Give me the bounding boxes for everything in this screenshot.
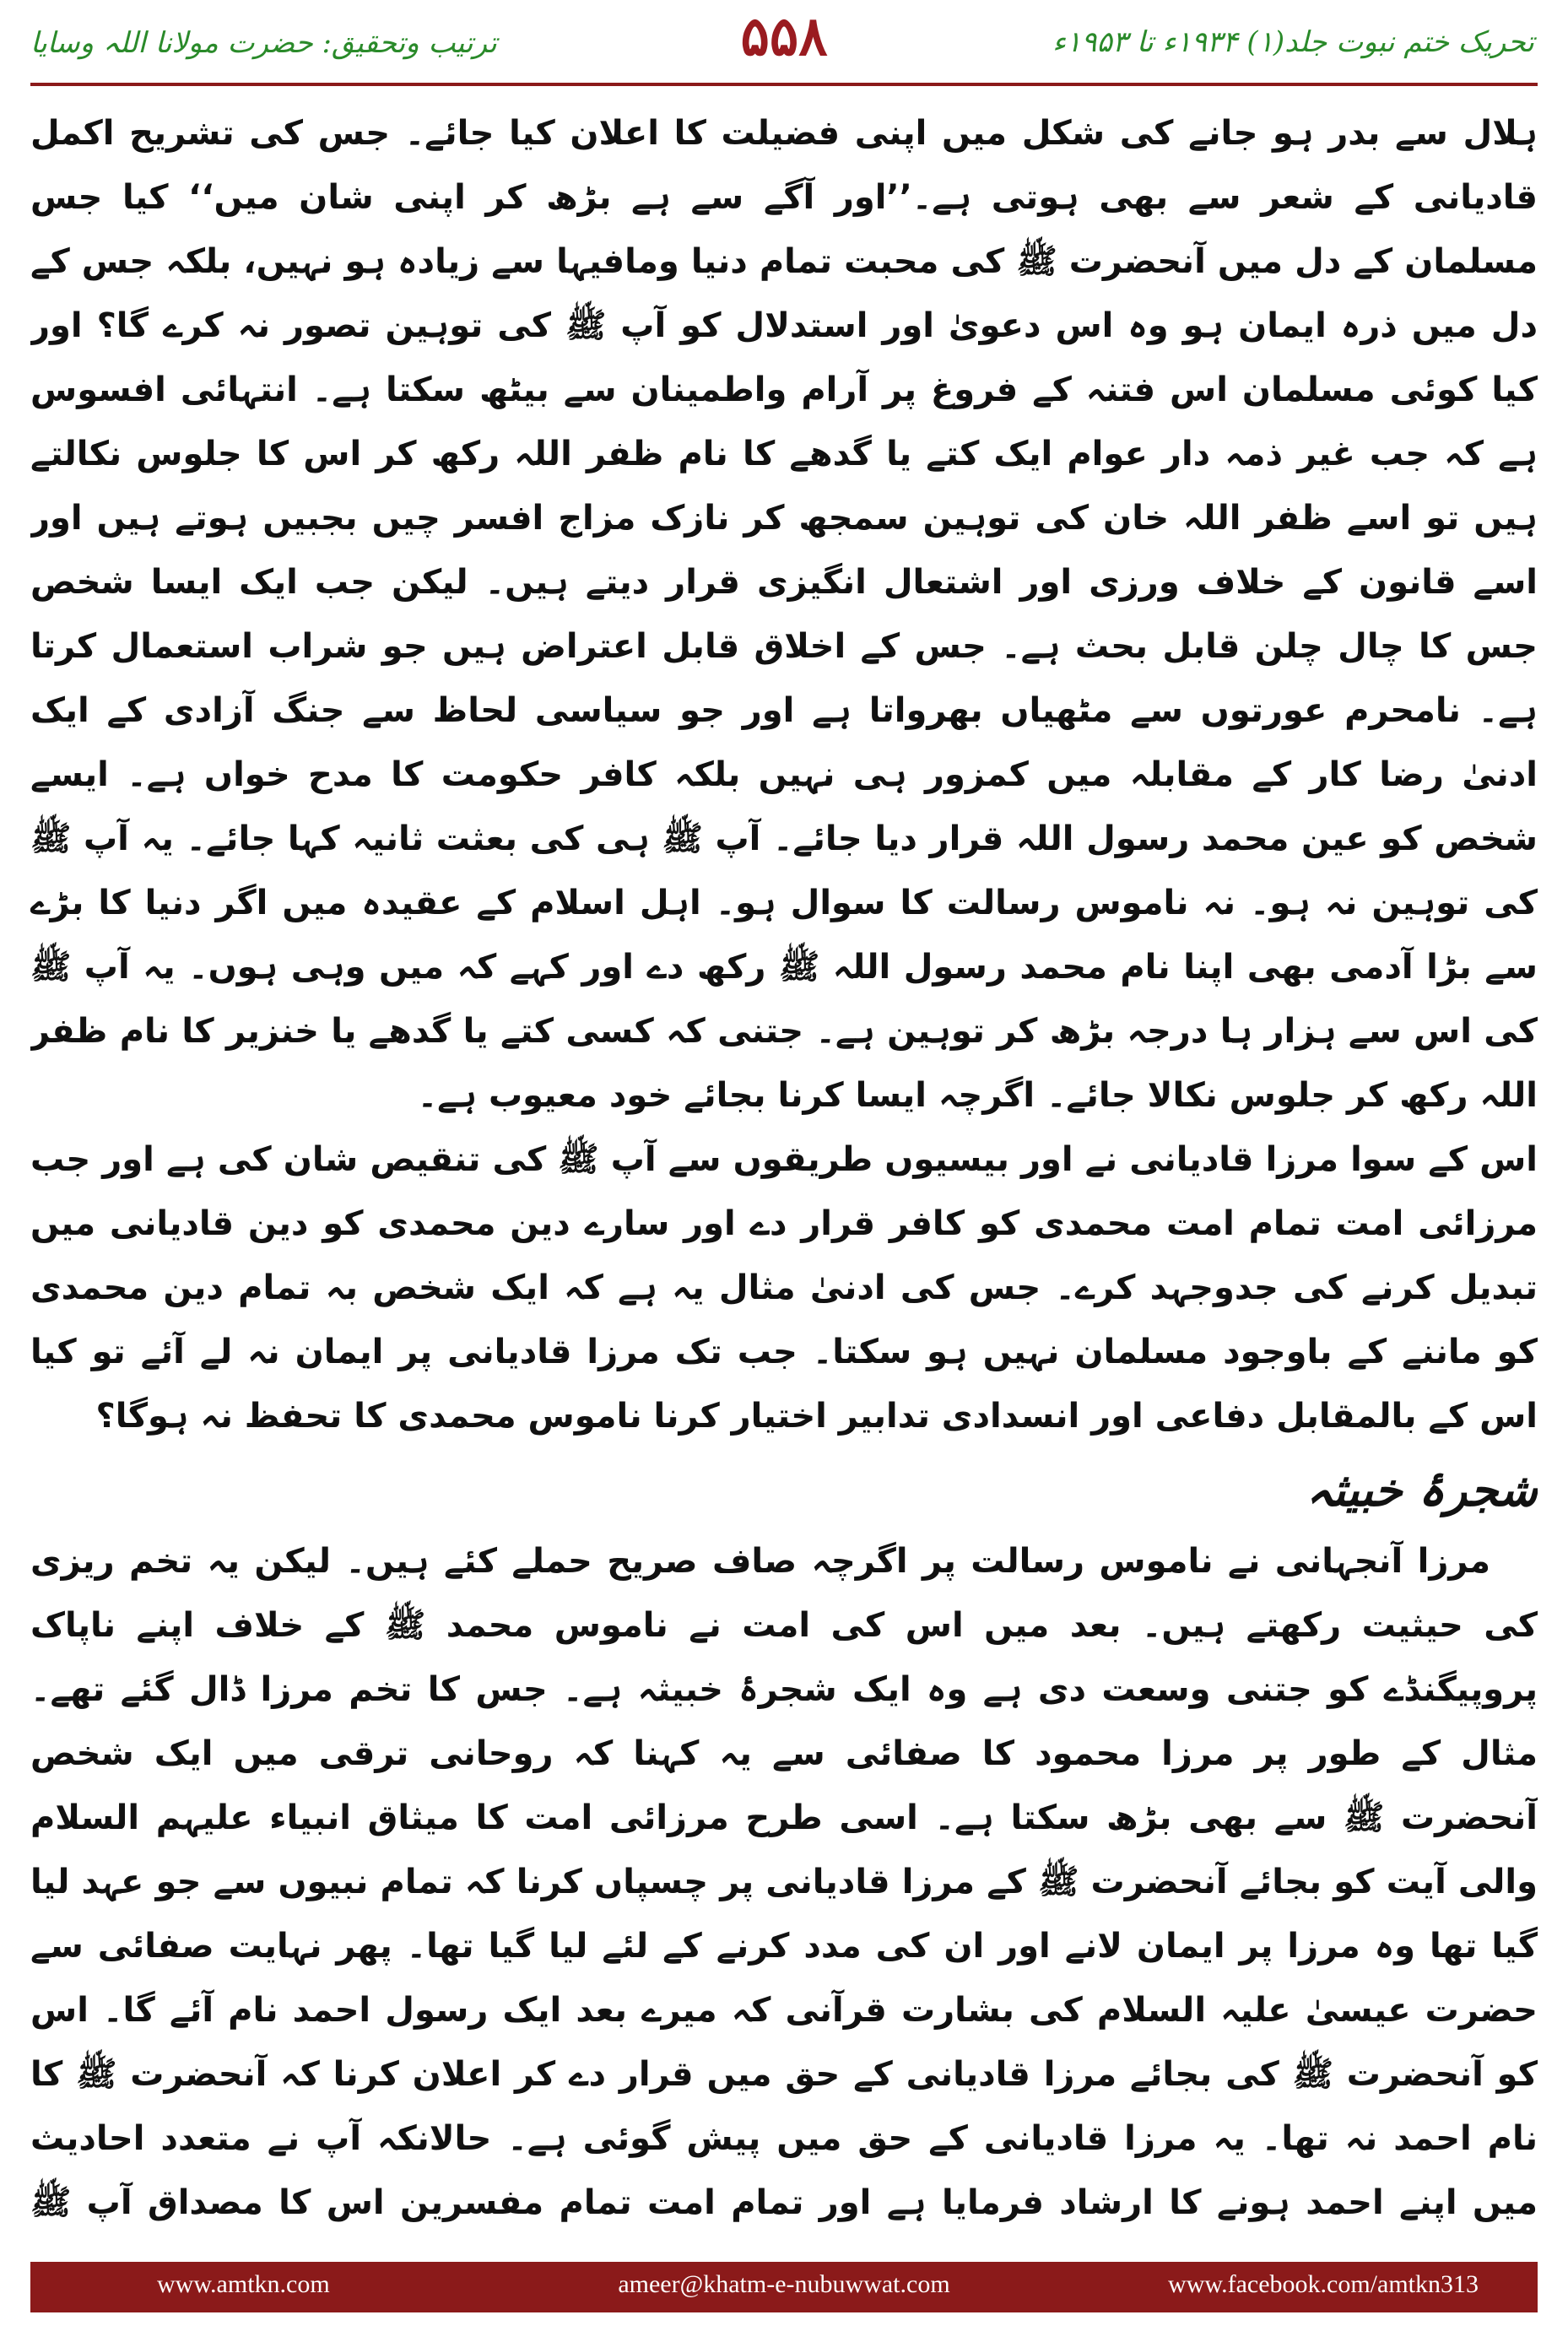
website-link[interactable]: www.amtkn.com xyxy=(157,2270,330,2298)
page-header xyxy=(0,0,1568,81)
compiler-credit: ترتیب وتحقیق: حضرت مولانا اللہ وسایا xyxy=(30,26,497,60)
facebook-link[interactable]: www.facebook.com/amtkn313 xyxy=(1168,2270,1479,2298)
header-divider xyxy=(30,83,1538,86)
page-body xyxy=(30,101,1538,2245)
body-paragraph: اس کے سوا مرزا قادیانی نے اور بیسیوں طریقوں سے آپ ﷺ کی تنقیص شان کی ہے اور جب مرزائی امت تمام امت محمدی کو کافر قرار دے اور سارے دین محمدی کو دین قادیانی میں تبدیل کرنے کی جدوجہد کرے۔ جس کی ادنیٰ مثال یہ ہے کہ ایک شخص بہ تمام دین محمدی کو ماننے کے باوجود مسلمان نہیں ہو سکتا۔ جب تک مرزا قادیانی پر ایمان نہ لے آئے تو کیا اس کے بالمقابل دفاعی اور انسدادی تدابیر اختیار کرنا ناموس محمدی کا تحفظ نہ ہوگا؟ xyxy=(30,1140,1538,1436)
email-link[interactable]: ameer@khatm-e-nubuwwat.com xyxy=(618,2270,950,2298)
body-paragraph: مرزا آنجہانی نے ناموس رسالت پر اگرچہ صاف صریح حملے کئے ہیں۔ لیکن یہ تخم ریزی کی حیثیت رکھتے ہیں۔ بعد میں اس کی امت نے ناموس محمد ﷺ کے خلاف اپنے ناپاک پروپیگنڈے کو جتنی وسعت دی ہے وہ ایک شجرۂ خبیثہ ہے۔ جس کا تخم مرزا ڈال گئے تھے۔ مثال کے طور پر مرزا محمود کا صفائی سے یہ کہنا کہ روحانی ترقی میں ایک شخص آنحضرت ﷺ سے بھی بڑھ سکتا ہے۔ اسی طرح مرزائی امت کا میثاق انبیاء علیہم السلام والی آیت کو بجائے آنحضرت ﷺ کے مرزا قادیانی پر چسپاں کرنا کہ تمام نبیوں سے جو عہد لیا گیا تھا وہ مرزا پر ایمان لانے اور ان کی مدد کرنے کے لئے لیا گیا تھا۔ پھر نہایت صفائی سے حضرت عیسیٰ علیہ السلام کی بشارت قرآنی کہ میرے بعد ایک رسول احمد نام آئے گا۔ اس کو آنحضرت ﷺ کی بجائے مرزا قادیانی کے حق میں قرار دے کر اعلان کرنا کہ آنحضرت ﷺ کا نام احمد نہ تھا۔ یہ مرزا قادیانی کے حق میں پیش گوئی ہے۔ حالانکہ آپ نے متعدد احادیث میں اپنے احمد ہونے کا ارشاد فرمایا ہے اور تمام امت تمام مفسرین اس کا مصداق آپ ﷺ xyxy=(30,1542,1538,2222)
book-title: تحریک ختم نبوت جلد(۱) ۱۹۳۴ء تا ۱۹۵۳ء xyxy=(1052,25,1534,59)
page-footer xyxy=(30,2262,1538,2312)
section-heading: شجرۂ خبیثہ xyxy=(1306,1463,1538,1517)
page-number: ۵۵۸ xyxy=(740,5,828,68)
body-paragraph: ہلال سے بدر ہو جانے کی شکل میں اپنی فضیلت کا اعلان کیا جائے۔ جس کی تشریح اکمل قادیانی کے شعر سے بھی ہوتی ہے۔’’اور آگے سے ہے بڑھ کر اپنی شان میں‘‘ کیا جس مسلمان کے دل میں آنحضرت ﷺ کی محبت تمام دنیا ومافیہا سے زیادہ ہو نہیں، بلکہ جس کے دل میں ذرہ ایمان ہو وہ اس دعویٰ اور استدلال کو آپ ﷺ کی توہین تصور نہ کرے گا؟ اور کیا کوئی مسلمان اس فتنہ کے فروغ پر آرام واطمینان سے بیٹھ سکتا ہے۔ انتہائی افسوس ہے کہ جب غیر ذمہ دار عوام ایک کتے یا گدھے کا نام ظفر اللہ رکھ کر اس کا جلوس نکالتے ہیں تو اسے ظفر اللہ خان کی توہین سمجھ کر نازک مزاج افسر چیں بجبیں ہوتے ہیں اور اسے قانون کے خلاف ورزی اور اشتعال انگیزی قرار دیتے ہیں۔ لیکن جب ایک ایسا شخص جس کا چال چلن قابل بحث ہے۔ جس کے اخلاق قابل اعتراض ہیں جو شراب استعمال کرتا ہے۔ نامحرم عورتوں سے مٹھیاں بھرواتا ہے اور جو سیاسی لحاظ سے جنگ آزادی کے ایک ادنیٰ رضا کار کے مقابلہ میں کمزور ہی نہیں بلکہ کافر حکومت کا مدح خواں ہے۔ ایسے شخص کو عین محمد رسول اللہ قرار دیا جائے۔ آپ ﷺ ہی کی بعثت ثانیہ کہا جائے۔ یہ آپ ﷺ کی توہین نہ ہو۔ نہ ناموس رسالت کا سوال ہو۔ اہل اسلام کے عقیدہ میں اگر دنیا کا بڑے سے بڑا آدمی بھی اپنا نام محمد رسول اللہ ﷺ رکھ دے اور کہے کہ میں وہی ہوں۔ یہ آپ ﷺ کی اس سے ہزار ہا درجہ بڑھ کر توہین ہے۔ جتنی کہ کسی کتے یا گدھے یا خنزیر کا نام ظفر اللہ رکھ کر جلوس نکالا جائے۔ اگرچہ ایسا کرنا بجائے خود معیوب ہے۔ xyxy=(30,114,1538,1115)
